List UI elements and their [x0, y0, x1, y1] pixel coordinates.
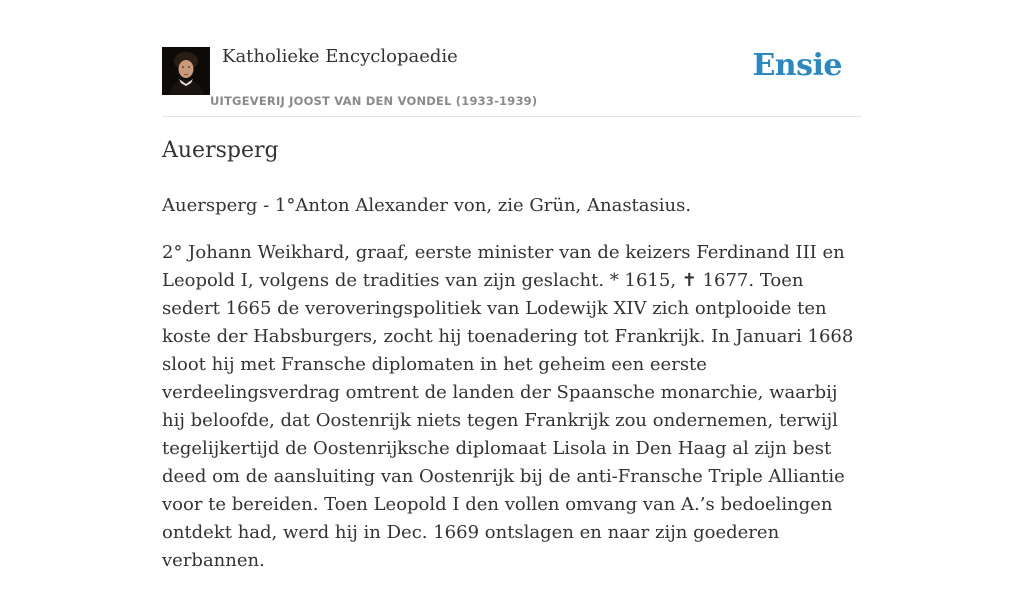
article-title: Auersperg	[162, 138, 279, 163]
ensie-logo-link[interactable]: Ensie	[752, 48, 842, 83]
publisher-label: UITGEVERIJ JOOST VAN DEN VONDEL (1933-1939)	[210, 94, 538, 108]
source-header	[162, 44, 862, 117]
article-paragraph: Auersperg - 1°Anton Alexander von, zie Grün, Anastasius.	[162, 195, 692, 216]
article-paragraph: 2° Johann Weikhard, graaf, eerste minister van de keizers Ferdinand III en Leopold I, volgens de tradities van zijn geslacht. * 1615, ✝ 1677. Toen sedert 1665 de veroveringspolitiek van Lodewijk XIV zich ontplooide ten koste der Habsburgers, zocht hij toenadering tot Frankrijk. In Januari 1668 sloot hij met Fransche diplomaten in het geheim een eerste verdeelingsverdrag omtrent de landen der Spaansche monarchie, waarbij hij beloofde, dat Oostenrijk niets tegen Frankrijk zou ondernemen, terwijl tegelijkertijd de Oostenrijksche diplomaat Lisola in Den Haag al zijn best deed om de aansluiting van Oostenrijk bij de anti-Fransche Triple Alliantie voor te bereiden. Toen Leopold I den vollen omvang van A.’s bedoelingen ontdekt had, werd hij in Dec. 1669 ontslagen en naar zijn goederen verbannen.	[162, 242, 854, 571]
portrait-avatar-icon[interactable]	[162, 47, 210, 95]
source-title[interactable]: Katholieke Encyclopaedie	[222, 46, 458, 67]
article-body	[162, 192, 864, 594]
